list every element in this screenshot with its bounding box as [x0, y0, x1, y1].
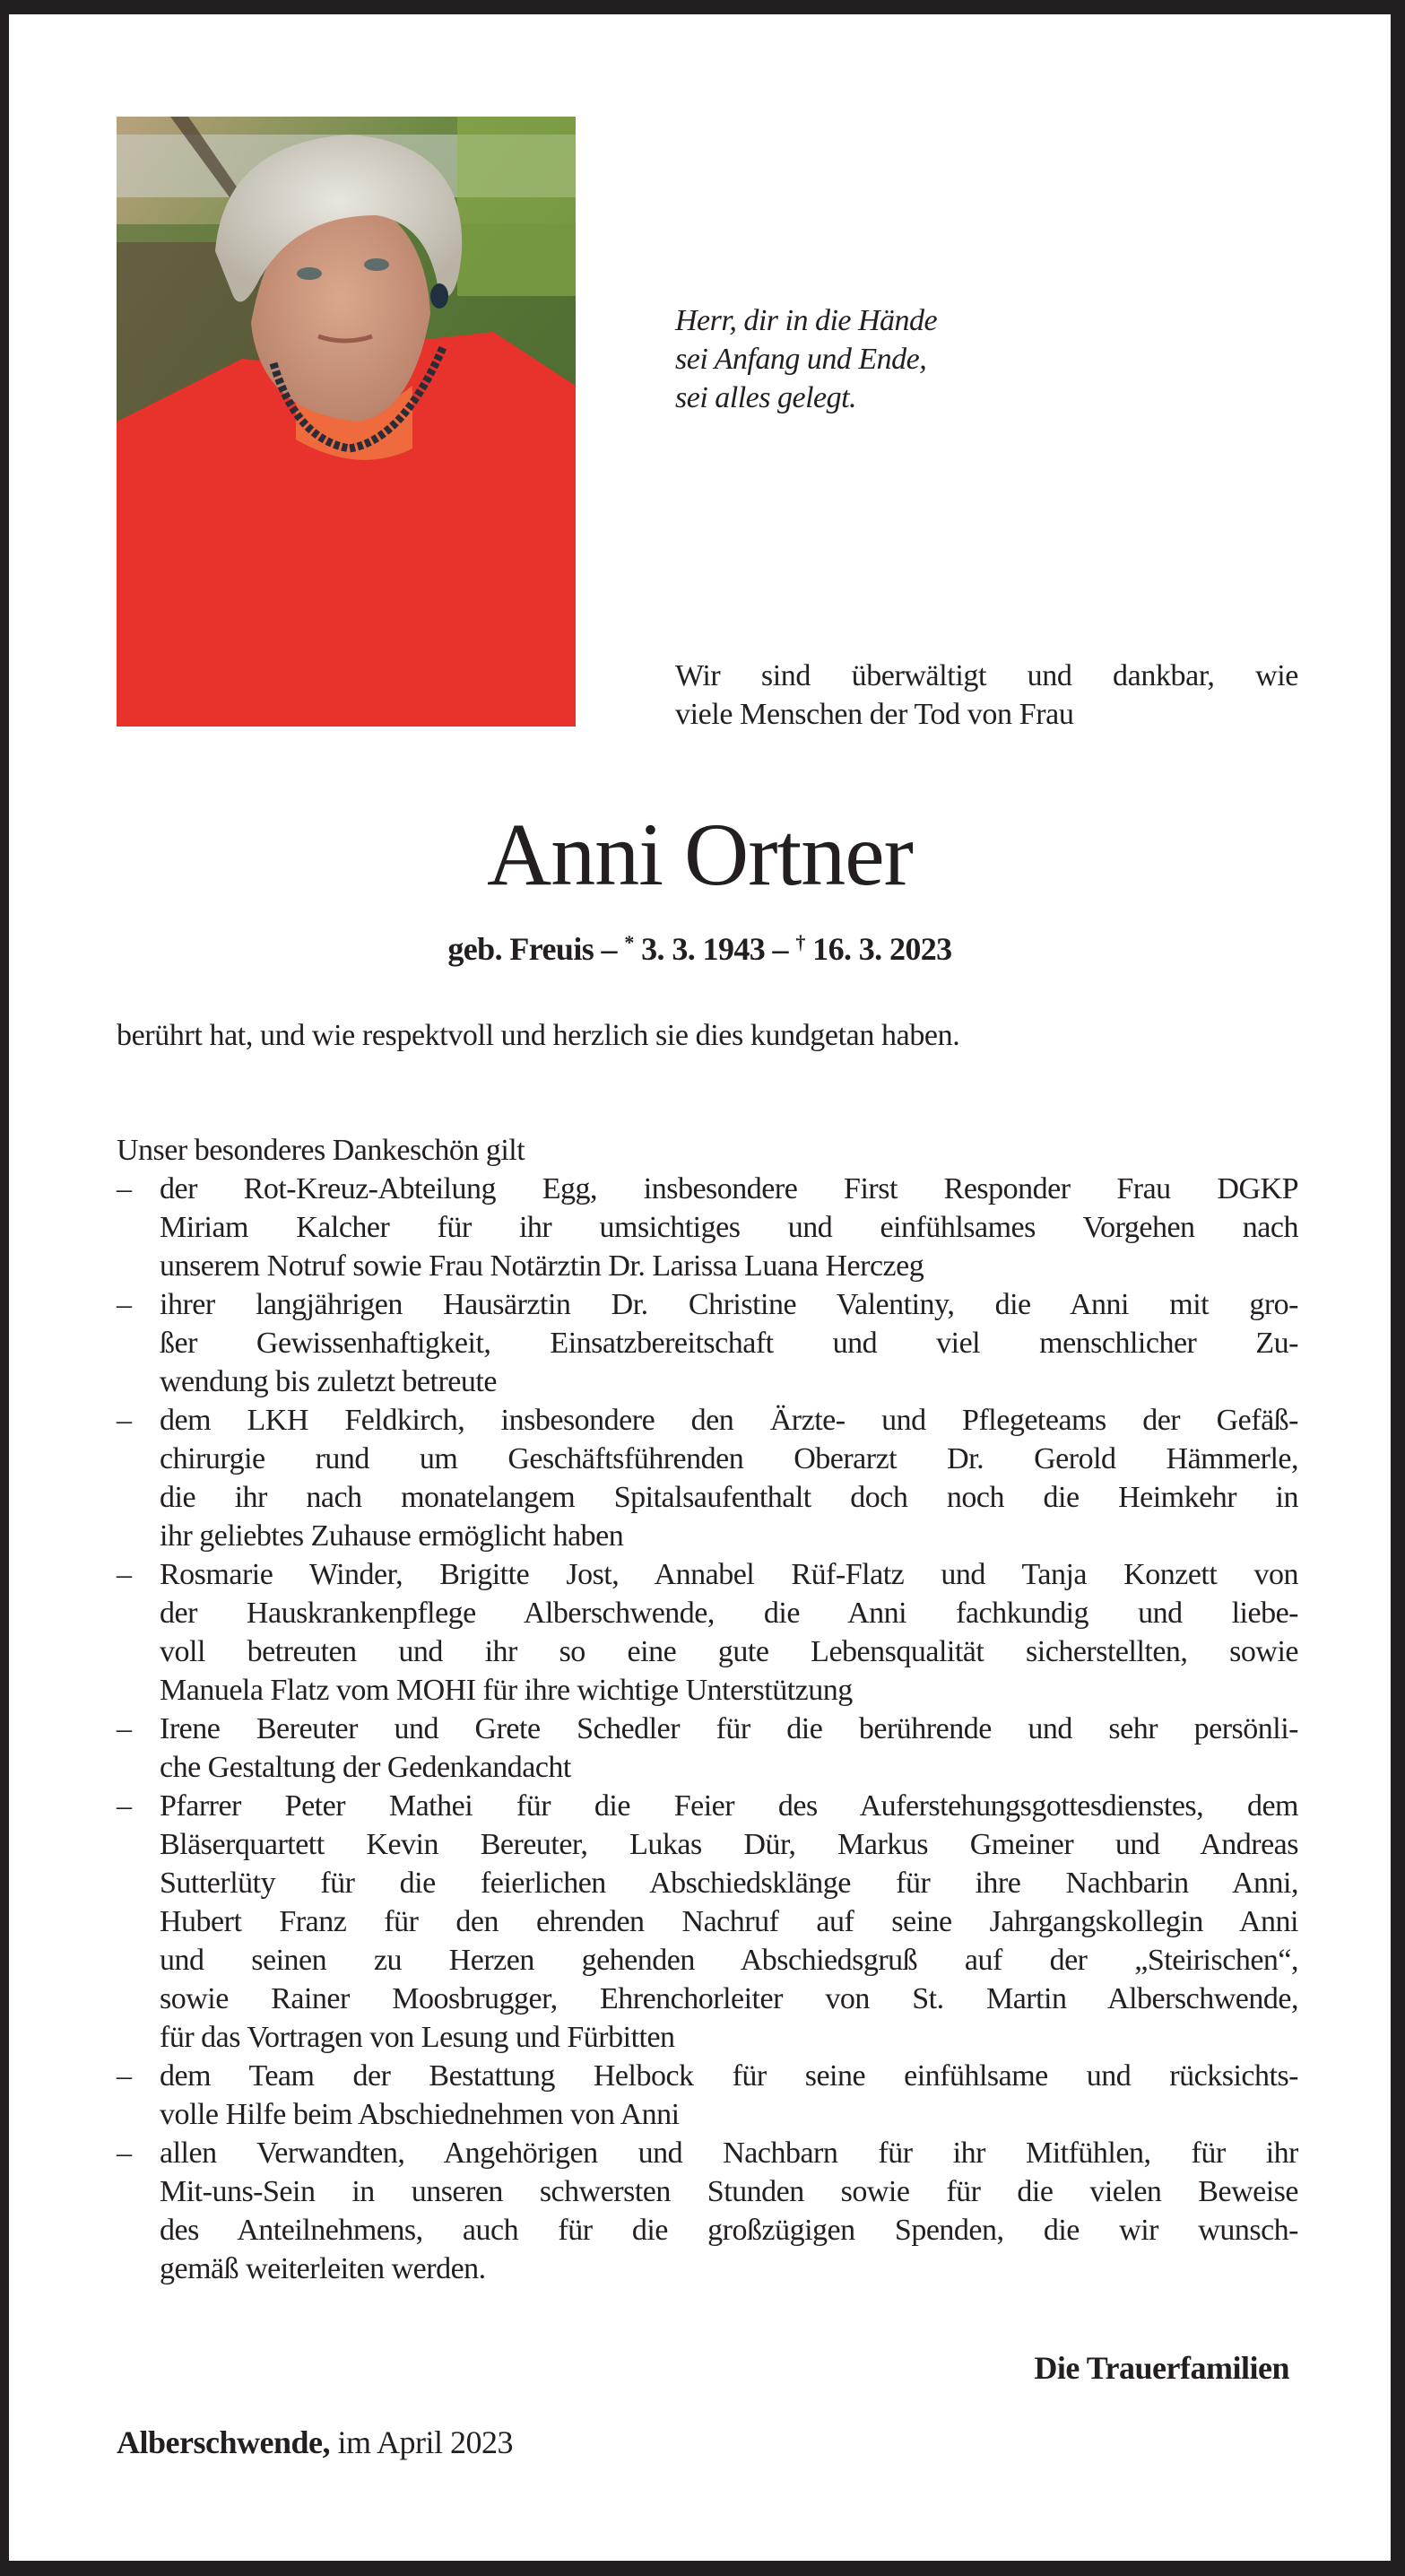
- dash-bullet-icon: –: [117, 2137, 132, 2170]
- thanks-item: [117, 1170, 1298, 1285]
- place-date: im April 2023: [330, 2424, 514, 2460]
- obituary-page: [9, 14, 1391, 2561]
- dash-bullet-icon: –: [117, 1288, 132, 1321]
- thanks-line: und seinen zu Herzen gehenden Abschiedsgruß auf der „Steirischen“,: [160, 1944, 1298, 1977]
- thanks-line: sowie Rainer Moosbrugger, Ehrenchorleiter von St. Martin Alberschwende,: [160, 1982, 1298, 2015]
- dash-bullet-icon: –: [117, 1404, 132, 1437]
- thanks-line: voll betreuten und ihr so eine gute Lebensqualität sicherstellten, sowie: [160, 1635, 1298, 1668]
- thanks-item: [117, 1555, 1298, 1710]
- thanks-line: ihrer langjährigen Hausärztin Dr. Christine Valentiny, die Anni mit gro-: [160, 1288, 1298, 1321]
- deceased-name: Anni Ortner: [487, 805, 913, 904]
- thanks-line: Manuela Flatz vom MOHI für ihre wichtige Unterstützung: [160, 1674, 853, 1707]
- thanks-line: Hubert Franz für den ehrenden Nachruf auf seine Jahrgangskollegin Anni: [160, 1905, 1298, 1938]
- dash-bullet-icon: –: [117, 1712, 132, 1745]
- place-and-date: [117, 2423, 513, 2462]
- thanks-line: für das Vortragen von Lesung und Fürbitten: [160, 2021, 675, 2054]
- separator: –: [765, 931, 796, 967]
- thanks-line: dem Team der Bestattung Helbock für seine einfühlsame und rücksichts-: [160, 2059, 1298, 2093]
- thanks-lead: Unser besonderes Dankeschön gilt: [117, 1134, 525, 1167]
- thanks-line: der Hauskrankenpflege Alberschwende, die Anni fachkundig und liebe-: [160, 1597, 1298, 1630]
- thanks-line: volle Hilfe beim Abschiednehmen von Anni: [160, 2098, 680, 2131]
- thanks-item: [117, 1401, 1298, 1555]
- thanks-line: gemäß weiterleiten werden.: [160, 2252, 486, 2285]
- thanks-item: [117, 2057, 1298, 2134]
- thanks-item: [117, 1787, 1298, 2057]
- thanks-line: Mit-uns-Sein in unseren schwersten Stunden sowie für die vielen Beweise: [160, 2175, 1298, 2208]
- thanks-item: [117, 1285, 1298, 1401]
- thanks-line: allen Verwandten, Angehörigen und Nachbarn für ihr Mitfühlen, für ihr: [160, 2137, 1298, 2170]
- thanks-section: [117, 1131, 1298, 2288]
- dash-bullet-icon: –: [117, 1558, 132, 1591]
- verse-line: sei Anfang und Ende,: [675, 343, 927, 376]
- thanks-item: [117, 2134, 1298, 2288]
- birth-date: 3. 3. 1943: [633, 931, 766, 967]
- thanks-line: Pfarrer Peter Mathei für die Feier des Auferstehungsgottesdienstes, dem: [160, 1789, 1298, 1823]
- bible-verse: [675, 301, 937, 417]
- thanks-line: ßer Gewissenhaftigkeit, Einsatzbereitschaft und viel menschlicher Zu-: [160, 1327, 1298, 1360]
- separator: –: [594, 931, 625, 967]
- verse-line: sei alles gelegt.: [675, 381, 857, 414]
- verse-line: Herr, dir in die Hände: [675, 304, 938, 337]
- place-town: Alberschwende,: [117, 2424, 330, 2460]
- thanks-line: ihr geliebtes Zuhause ermöglicht haben: [160, 1519, 624, 1553]
- portrait-image: [117, 117, 576, 727]
- life-dates: [9, 923, 1391, 969]
- intro-line: Wir sind überwältigt und dankbar, wie: [675, 659, 1298, 692]
- maiden-name: geb. Freuis: [447, 931, 594, 967]
- death-date: 16. 3. 2023: [804, 931, 952, 967]
- intro-line: viele Menschen der Tod von Frau: [675, 698, 1074, 731]
- intro-paragraph: [675, 657, 1298, 734]
- thanks-line: che Gestaltung der Gedenkandacht: [160, 1751, 571, 1784]
- thanks-line: des Anteilnehmens, auch für die großzügigen Spenden, die wir wunsch-: [160, 2214, 1298, 2247]
- thanks-line: Sutterlüty für die feierlichen Abschiedsklänge für ihre Nachbarin Anni,: [160, 1867, 1298, 1900]
- birth-star-icon: *: [624, 931, 634, 953]
- thanks-line: unserem Notruf sowie Frau Notärztin Dr. Larissa Luana Herczeg: [160, 1249, 924, 1283]
- thanks-line: Bläserquartett Kevin Bereuter, Lukas Dür, Markus Gmeiner und Andreas: [160, 1828, 1298, 1861]
- death-cross-icon: †: [795, 931, 805, 953]
- thanks-line: Miriam Kalcher für ihr umsichtiges und einfühlsames Vorgehen nach: [160, 1211, 1298, 1244]
- portrait-photo: [117, 117, 576, 727]
- thanks-line: die ihr nach monatelangem Spitalsaufenthalt doch noch die Heimkehr in: [160, 1481, 1298, 1514]
- thanks-line: Rosmarie Winder, Brigitte Jost, Annabel Rüf-Flatz und Tanja Konzett von: [160, 1558, 1298, 1591]
- dash-bullet-icon: –: [117, 1789, 132, 1823]
- dash-bullet-icon: –: [117, 1172, 132, 1205]
- thanks-line: wendung bis zuletzt betreute: [160, 1365, 497, 1398]
- thanks-line: Irene Bereuter und Grete Schedler für die berührende und sehr persönli-: [160, 1712, 1298, 1745]
- signature: Die Trauerfamilien: [1034, 2350, 1289, 2386]
- thanks-line: dem LKH Feldkirch, insbesondere den Ärzte- und Pflegeteams der Gefäß-: [160, 1404, 1298, 1437]
- thanks-line: chirurgie rund um Geschäftsführenden Oberarzt Dr. Gerold Hämmerle,: [160, 1442, 1298, 1475]
- thanks-item: [117, 1710, 1298, 1787]
- intro-continuation: berührt hat, und wie respektvoll und herzlich sie dies kundgetan haben.: [117, 1019, 960, 1052]
- dash-bullet-icon: –: [117, 2059, 132, 2093]
- thanks-line: der Rot-Kreuz-Abteilung Egg, insbesondere First Responder Frau DGKP: [160, 1172, 1298, 1205]
